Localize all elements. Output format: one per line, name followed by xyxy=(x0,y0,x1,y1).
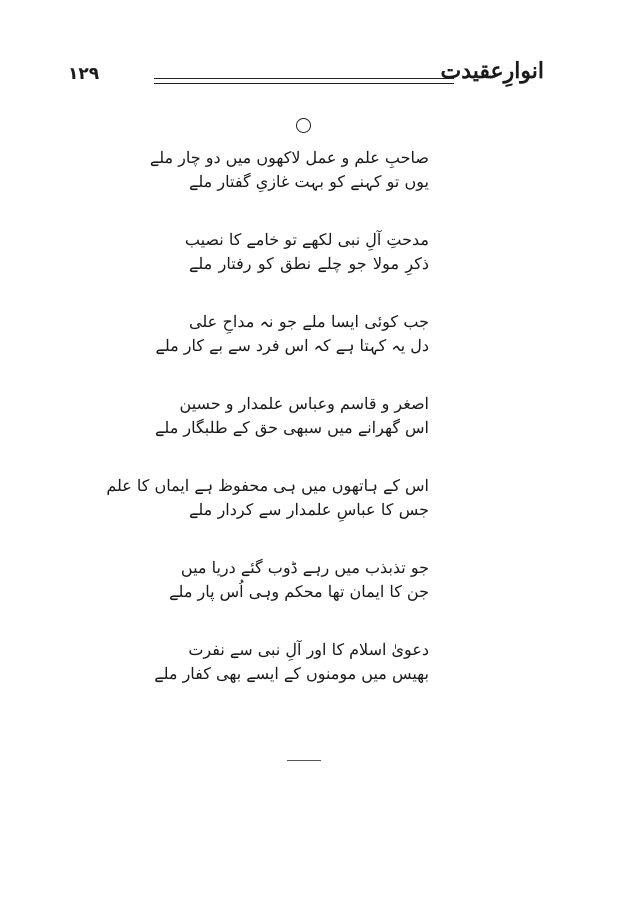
misra-first: اس کے ہاتھوں میں ہی محفوظ ہے ایماں کا علم xyxy=(106,476,429,495)
page-number: ۱۲۹ xyxy=(68,64,100,84)
book-title: انوارِعقیدت xyxy=(440,58,544,84)
end-divider xyxy=(287,760,321,761)
misra-second: جن کا ایمان تھا محکم وہی اُس پار ملے xyxy=(169,582,429,601)
misra-first: صاحبِ علم و عمل لاکھوں میں دو چار ملے xyxy=(149,148,429,167)
couplet xyxy=(169,556,429,638)
misra-second: یوں تو کہنے کو بہت غازیِ گفتار ملے xyxy=(189,172,429,191)
misra-first: دعویٰ اسلام کا اور آلِ نبی سے نفرت xyxy=(188,640,429,659)
header-rule-bottom xyxy=(154,83,454,84)
misra-second: دل یہ کہتا ہے کہ اس فرد سے بے کار ملے xyxy=(155,336,429,355)
misra-second: جس کا عباسِ علمدار سے کردار ملے xyxy=(189,500,429,519)
misra-second: بھیس میں مومنوں کے ایسے بھی کفار ملے xyxy=(154,664,429,683)
poem xyxy=(0,146,618,720)
misra-first: جب کوئی ایسا ملے جو نہ مداحِ علی xyxy=(189,312,429,331)
misra-first: مدحتِ آلِ نبی لکھے تو خامے کا نصیب xyxy=(184,230,429,249)
circle-ornament-icon xyxy=(296,118,311,133)
couplet xyxy=(106,474,429,556)
misra-first: اصغر و قاسم وعباس علمدار و حسین xyxy=(179,394,429,413)
misra-second: اس گھرانے میں سبھی حق کے طلبگار ملے xyxy=(155,418,429,437)
misra-second: ذکرِ مولا جو چلے نطق کو رفتار ملے xyxy=(189,254,429,273)
header-rule-top xyxy=(154,78,454,79)
misra-first: جو تذبذب میں رہے ڈوب گئے دریا میں xyxy=(180,558,429,577)
couplet xyxy=(184,228,429,310)
couplet xyxy=(155,392,429,474)
couplet xyxy=(149,146,429,228)
couplet xyxy=(154,638,429,720)
couplet xyxy=(155,310,429,392)
